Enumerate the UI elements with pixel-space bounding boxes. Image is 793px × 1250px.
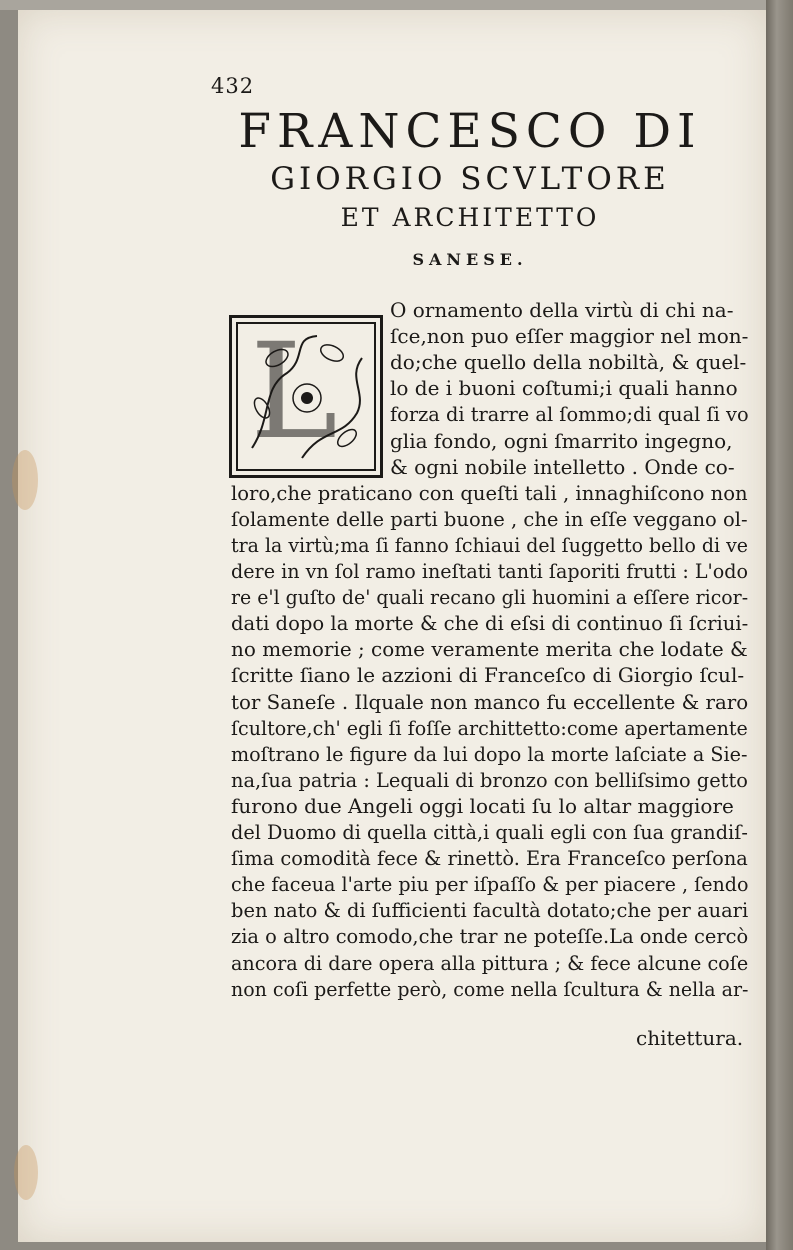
scan-top-band — [0, 0, 793, 10]
text-line: ancora di dare opera alla pittura ; & fece alcune coſe — [231, 951, 749, 975]
text-line: che faceua l'arte piu per iſpaſſo & per piacere , ſendo — [231, 872, 749, 896]
text-line: na,ſua patria : Lequali di bronzo con belliſsimo getto — [231, 768, 748, 792]
text-line: non coſi perfette però, come nella ſcultura & nella ar- — [231, 977, 749, 1001]
title-line-1: FRANCESCO DI — [238, 104, 702, 159]
text-line: ſcritte ſiano le azzioni di Franceſco di Giorgio ſcul- — [231, 663, 745, 687]
text-line: do;che quello della nobiltà, & quel- — [390, 350, 747, 374]
title-line-3: ET ARCHITETTO — [340, 203, 600, 232]
text-line: forza di trarre al ſommo;di qual ſi vo — [390, 402, 749, 426]
page-stain — [14, 1145, 38, 1200]
text-line: O ornamento della virtù di chi na- — [390, 298, 734, 322]
title-line-2: GIORGIO SCVLTORE — [270, 161, 670, 197]
text-line: lo de i buoni coſtumi;i quali hanno — [390, 376, 738, 400]
text-line: loro,che praticano con queſti tali , innaghiſcono non — [231, 481, 748, 505]
decorated-initial — [229, 315, 383, 478]
text-line: glia fondo, ogni ſmarrito ingegno, — [390, 429, 733, 453]
text-line: dati dopo la morte & che di eſsi di continuo ſi ſcriui- — [231, 611, 749, 635]
title-line-4: SANESE. — [412, 250, 528, 269]
text-line: moſtrano le figure da lui dopo la morte laſciate a Sie- — [231, 742, 748, 766]
page-number: 432 — [211, 74, 255, 98]
text-line: no memorie ; come veramente merita che lodate & — [231, 637, 748, 661]
book-spine — [766, 0, 793, 1250]
page-stain — [12, 450, 38, 510]
text-line: ſce,non puo eſſer maggior nel mon- — [390, 324, 749, 348]
text-line: del Duomo di quella città,i quali egli con ſua grandiſ- — [231, 820, 748, 844]
initial-letter: L — [250, 315, 338, 469]
text-line: re e'l guſto de' quali recano gli huomini a eſſere ricor- — [231, 585, 749, 609]
text-line: furono due Angeli oggi locati ſu lo altar maggiore — [231, 794, 734, 818]
text-line: tra la virtù;ma ſi fanno ſchiaui del ſuggetto bello di ve — [231, 533, 748, 557]
text-line: ben nato & di ſufficienti facultà dotato;che per auari — [231, 898, 749, 922]
text-line: zia o altro comodo,che trar ne poteſſe.La onde cercò — [231, 924, 749, 948]
text-line: dere in vn ſol ramo ineſtati tanti ſaporiti frutti : L'odo — [231, 559, 749, 583]
text-line: tor Saneſe . Ilquale non manco fu eccellente & raro — [231, 690, 749, 714]
text-line: ſolamente delle parti buone , che in eſſe veggano ol- — [231, 507, 748, 531]
text-line: & ogni nobile intelletto . Onde co- — [390, 455, 735, 479]
text-line: ſcultore,ch' egli ſi foſſe archittetto:come apertamente — [231, 716, 748, 740]
text-line: chitettura. — [636, 1026, 744, 1050]
text-line: ſima comodità fece & rinettò. Era Franceſco perſona — [231, 846, 748, 870]
